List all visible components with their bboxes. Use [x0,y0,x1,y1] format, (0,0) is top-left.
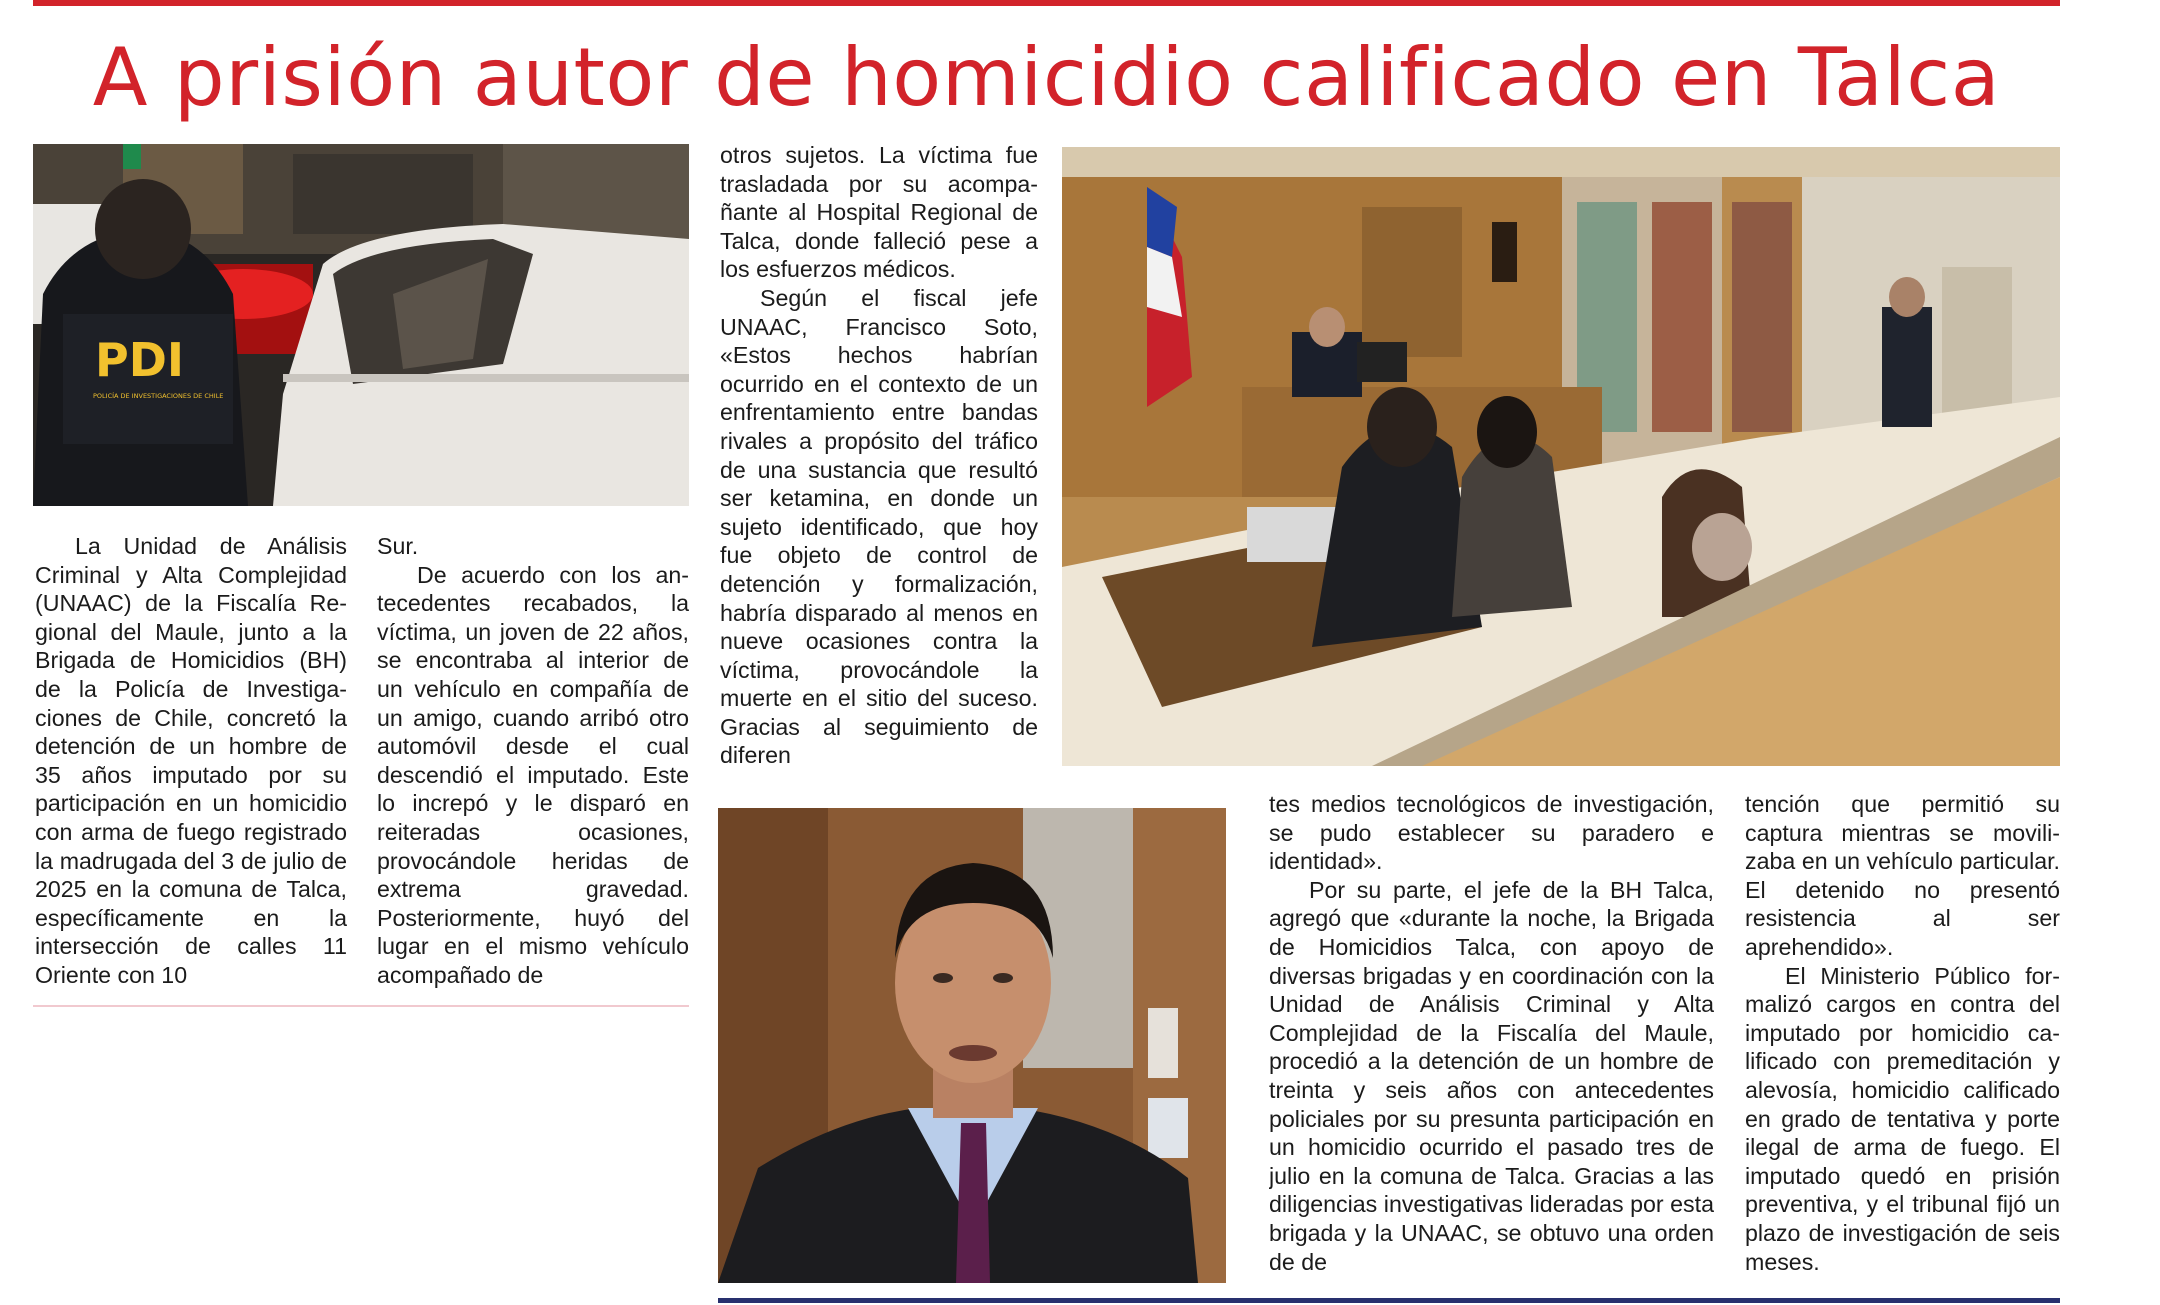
paragraph-lead: tes medios tecnológicos de investigación, se pudo establecer su paradero e identidad». [1269,791,1714,875]
photo-police-scene [33,144,689,506]
headline: A prisión autor de homicidio calificado en Talca [92,31,2001,124]
paragraph: Según el fiscal jefe UNAAC, Francisco Soto, «Estos hechos habrían ocurrido en el contexto de un enfrentamiento entre bandas rivales a propósito del tráfico de una sustancia que resultó ser ketamina, en donde un sujeto identificado, que hoy fue objeto de control de detención y formalización, habría disparado al menos en nueve ocasiones contra la víctima, provocándole la muerte en el sitio del suceso. Gracias al seguimiento de diferen [720,284,1038,769]
paragraph: De acuerdo con los antecedentes recabados, la víctima, un joven de 22 años, se encontraba al interior de un vehículo en compañía de un amigo, cuando arribó otro automóvil desde el cual descendió el imputado. Este lo increpó y le disparó en reiteradas ocasiones, provocándole heridas de extrema gravedad. Posteriormente, huyó del lugar en el mismo vehículo acompañado de [377,561,689,988]
vest-subtext: POLICÍA DE INVESTIGACIONES DE CHILE [93,392,224,400]
article-column-3 [720,141,1038,799]
photo-courtroom [1062,147,2060,766]
photo-portrait [718,808,1226,1283]
article-column-4 [1269,790,1714,1290]
article-column-2 [377,532,689,992]
article-column-1 [35,532,347,992]
bottom-navy-rule [718,1298,2060,1303]
vest-text: PDI [95,333,185,387]
top-red-rule [33,0,2060,6]
article-column-5 [1745,790,2060,1290]
paragraph-lead: tención que permitió su captura mientras se movilizaba en un vehículo particular. El detenido no presentó resistencia al ser aprehendido». [1745,791,2060,960]
paragraph: La Unidad de Análisis Criminal y Alta Complejidad (UNAAC) de la Fiscalía Regional del Maule, junto a la Brigada de Homicidios (BH) de la Policía de Investigaciones de Chile, concretó la detención de un hombre de 35 años imputado por su participación en un homicidio con arma de fuego registrado la madrugada del 3 de julio de 2025 en la comuna de Talca, específicamente en la intersección de calles 11 Oriente con 10 [35,533,347,988]
paragraph: El Ministerio Público formalizó cargos en contra del imputado por homicidio calificado con premeditación y alevosía, homicidio calificado en grado de tentativa y porte ilegal de arma de fuego. El imputado quedó en prisión preventiva, y el tribunal fijó un plazo de investigación de seis meses. [1745,962,2060,1275]
paragraph-lead: otros sujetos. La víctima fue trasladada por su acompañante al Hospital Regional de Talca, donde falleció pese a los esfuerzos médicos. [720,142,1038,283]
paragraph-lead: Sur. [377,533,419,559]
column-divider-rule [33,1005,689,1007]
paragraph: Por su parte, el jefe de la BH Talca, agregó que «durante la noche, la Brigada de Homicidios Talca, con apoyo de diversas brigadas y en coordinación con la Unidad de Análisis Criminal y Alta Complejidad de la Fiscalía del Maule, procedió a la detención de un hombre de treinta y seis años con antecedentes policiales por su presunta participación en un homicidio ocurrido el pasado tres de julio en la comuna de Talca. Gracias a las diligencias investigativas lideradas por esta brigada y la UNAAC, se obtuvo una orden de de [1269,876,1714,1275]
